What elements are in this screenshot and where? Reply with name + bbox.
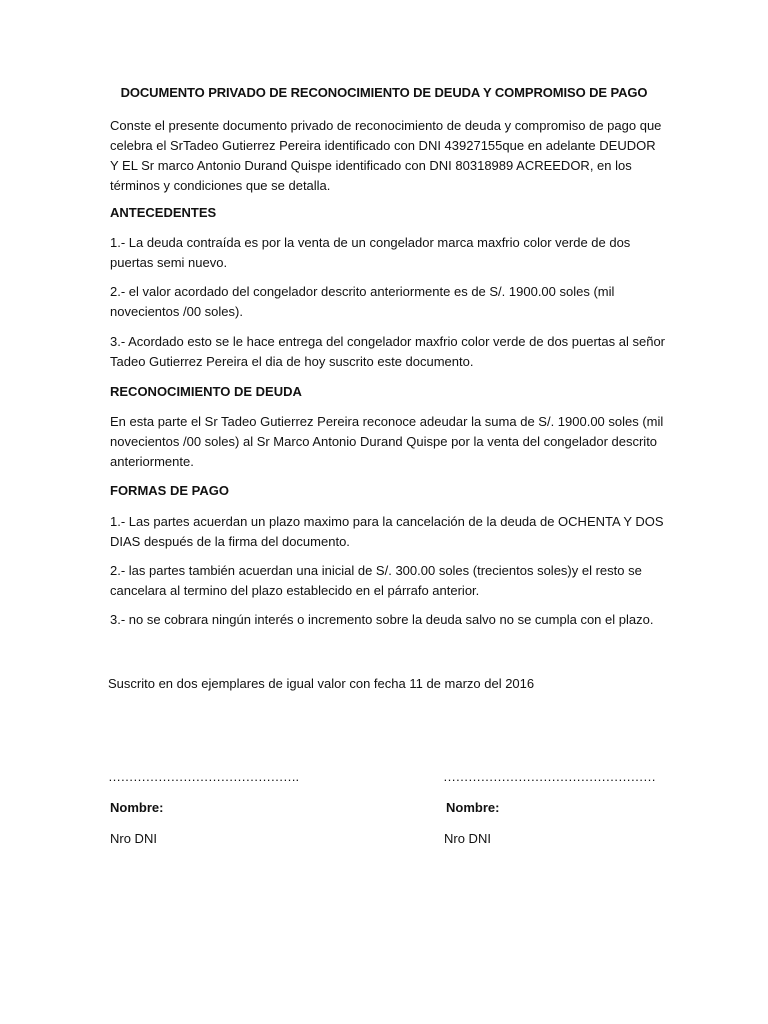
heading-reconocimiento: RECONOCIMIENTO DE DEUDA xyxy=(110,384,302,399)
formas-pago-item-3: 3.- no se cobrara ningún interés o incremento sobre la deuda salvo no se cumpla con el plazo. xyxy=(110,612,654,627)
signature-dni-left: Nro DNI xyxy=(110,831,157,846)
signature-dni-right: Nro DNI xyxy=(444,831,491,846)
intro-paragraph: Conste el presente documento privado de reconocimiento de deuda y compromiso de pago que celebra el SrTadeo Gutierrez Pereira identificado con DNI 43927155que en adelante DEUDOR Y EL Sr marco Antonio Durand Quispe identificado con DNI 80318989 ACREEDOR, en los términos y condiciones que se detalla. xyxy=(110,118,662,193)
formas-pago-item-2: 2.- las partes también acuerdan una inicial de S/. 300.00 soles (trecientos soles)y el resto se cancelara al termino del plazo establecido en el párrafo anterior. xyxy=(110,563,642,598)
document-title: DOCUMENTO PRIVADO DE RECONOCIMIENTO DE DEUDA Y COMPROMISO DE PAGO xyxy=(120,85,648,100)
signature-line-right: …………………………………………… xyxy=(443,769,656,784)
antecedentes-item-1: 1.- La deuda contraída es por la venta de un congelador marca maxfrio color verde de dos puertas semi nuevo. xyxy=(110,235,631,270)
formas-pago-item-1: 1.- Las partes acuerdan un plazo maximo para la cancelación de la deuda de OCHENTA Y DOS DIAS después de la firma del documento. xyxy=(110,514,664,549)
signature-name-left: Nombre: xyxy=(110,800,164,815)
closing-date-line: Suscrito en dos ejemplares de igual valor con fecha 11 de marzo del 2016 xyxy=(108,676,535,691)
heading-formas-pago: FORMAS DE PAGO xyxy=(110,483,229,498)
heading-antecedentes: ANTECEDENTES xyxy=(110,205,217,220)
reconocimiento-paragraph: En esta parte el Sr Tadeo Gutierrez Pereira reconoce adeudar la suma de S/. 1900.00 soles (mil novecientos /00 soles) al Sr Marco Antonio Durand Quispe por la venta del congelador descrito anteriormente. xyxy=(110,414,664,469)
antecedentes-item-3: 3.- Acordado esto se le hace entrega del congelador maxfrio color verde de dos puertas al señor Tadeo Gutierrez Pereira el dia de hoy suscrito este documento. xyxy=(110,334,666,369)
antecedentes-item-2: 2.- el valor acordado del congelador descrito anteriormente es de S/. 1900.00 soles (mil novecientos /00 soles). xyxy=(110,284,615,319)
signature-name-right: Nombre: xyxy=(446,800,500,815)
signature-line-left: ………………………………………. xyxy=(108,769,299,784)
